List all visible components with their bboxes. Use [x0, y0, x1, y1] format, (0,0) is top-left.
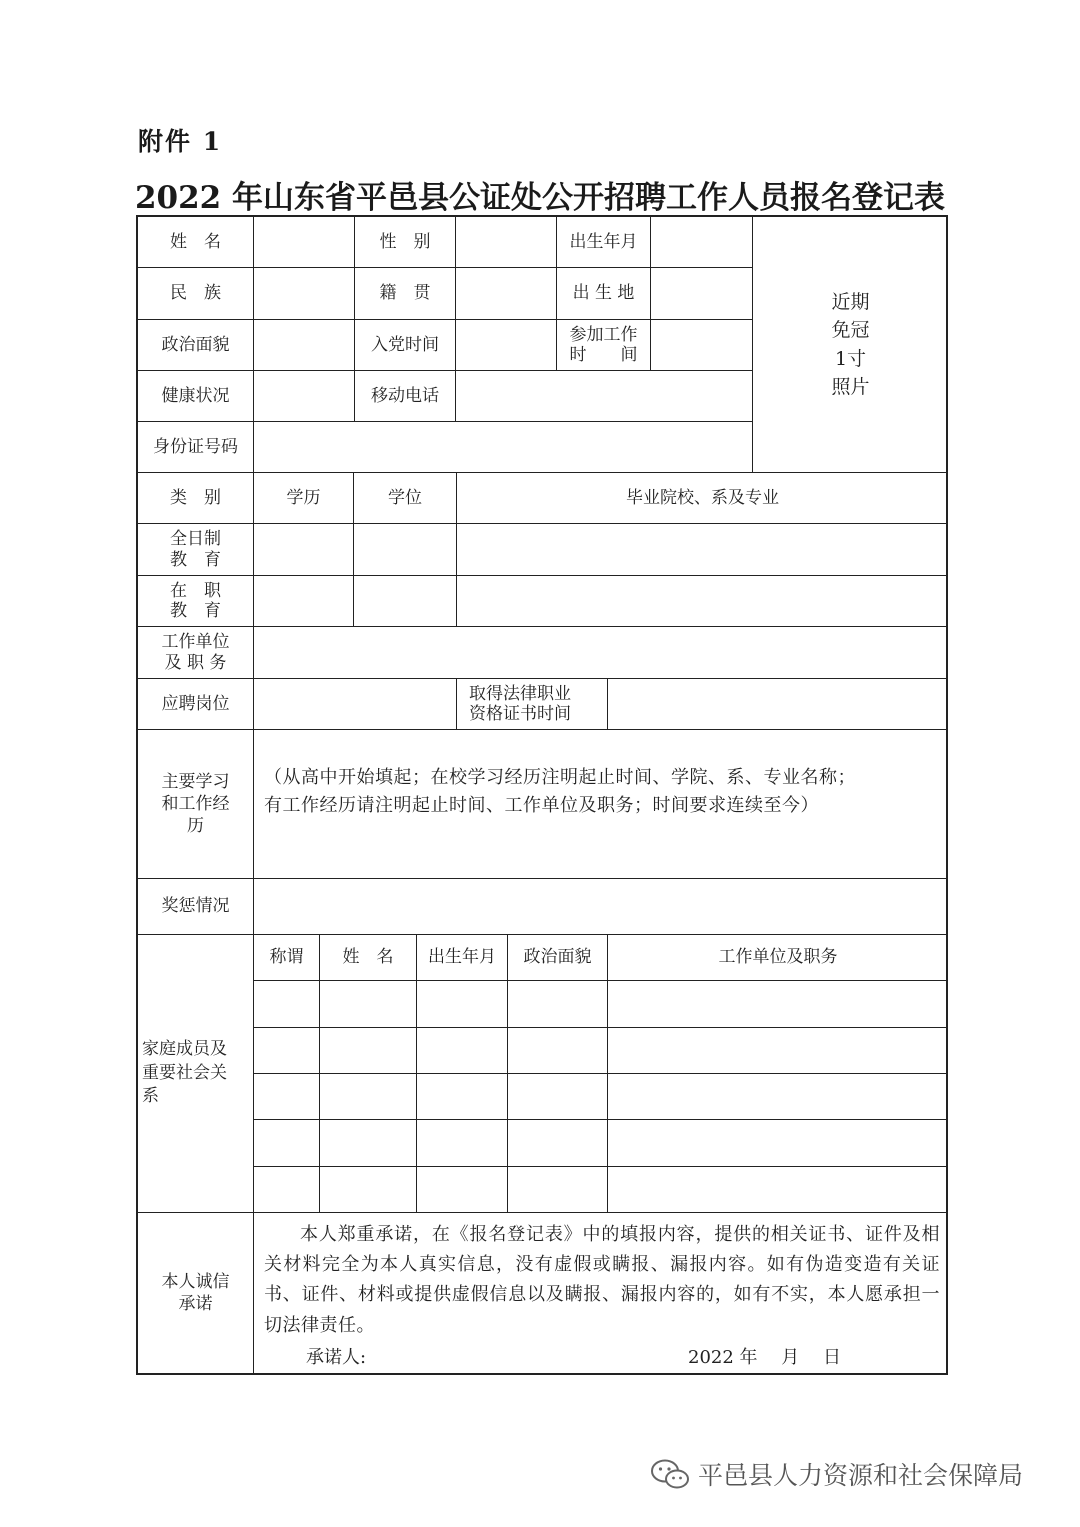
label-party-join-time: 入党时间	[355, 320, 456, 371]
family-cell[interactable]	[508, 1028, 608, 1074]
family-cell[interactable]	[417, 1120, 508, 1167]
field-mobile[interactable]	[456, 371, 753, 422]
resume-note-line1: （从高中开始填起；在校学习经历注明起止时间、学院、系、专业名称；	[264, 767, 856, 788]
field-fulltime-school[interactable]	[457, 524, 948, 576]
label-category: 类 别	[138, 473, 254, 524]
label-mobile: 移动电话	[355, 371, 456, 422]
label-pledge: 本人诚信 承诺	[138, 1213, 254, 1373]
family-cell[interactable]	[320, 1167, 417, 1213]
label-birth: 出生年月	[557, 217, 651, 268]
family-cell[interactable]	[508, 1074, 608, 1120]
page-title: 2022 年山东省平邑县公证处公开招聘工作人员报名登记表	[134, 180, 946, 216]
pledge-text: 本人郑重承诺，在《报名登记表》中的填报内容，提供的相关证书、证件及相关材料完全为本人真实信息，没有虚假或瞒报、漏报内容。如有伪造变造有关证书、证件、材料或提供虚假信息以及瞒报、漏报内容的，如有不实，本人愿承担一切法律责任。	[264, 1224, 940, 1336]
family-cell[interactable]	[608, 1167, 948, 1213]
family-header-name: 姓 名	[320, 935, 417, 981]
family-cell[interactable]	[254, 1167, 320, 1213]
field-birth[interactable]	[651, 217, 753, 268]
field-work-start-time[interactable]	[651, 320, 753, 371]
pledge-signer: 承诺人:	[306, 1347, 367, 1368]
family-cell[interactable]	[254, 1120, 320, 1167]
family-cell[interactable]	[508, 1167, 608, 1213]
registration-form	[136, 215, 948, 1375]
family-cell[interactable]	[320, 1120, 417, 1167]
field-law-cert-time[interactable]	[608, 679, 948, 730]
photo-placeholder[interactable]: 近期 免冠 1寸 照片	[753, 217, 948, 473]
label-native-place: 籍 贯	[355, 268, 456, 320]
field-inservice-school[interactable]	[457, 576, 948, 627]
family-cell[interactable]	[254, 1028, 320, 1074]
field-birthplace[interactable]	[651, 268, 753, 320]
field-gender[interactable]	[456, 217, 557, 268]
field-fulltime-degree-level[interactable]	[254, 524, 354, 576]
field-fulltime-degree[interactable]	[354, 524, 457, 576]
family-cell[interactable]	[608, 1028, 948, 1074]
label-id-number: 身份证号码	[138, 422, 254, 473]
watermark	[650, 1456, 1023, 1492]
family-cell[interactable]	[508, 1120, 608, 1167]
field-id-number[interactable]	[254, 422, 753, 473]
label-gender: 性 别	[355, 217, 456, 268]
family-cell[interactable]	[320, 981, 417, 1028]
family-cell[interactable]	[254, 981, 320, 1028]
label-rewards: 奖惩情况	[138, 879, 254, 935]
label-family: 家庭成员及 重要社会关 系	[138, 935, 254, 1213]
label-name: 姓 名	[138, 217, 254, 268]
family-header-birth: 出生年月	[417, 935, 508, 981]
label-birthplace: 出 生 地	[557, 268, 651, 320]
field-employer-position[interactable]	[254, 627, 948, 679]
field-name[interactable]	[254, 217, 355, 268]
label-applied-position: 应聘岗位	[138, 679, 254, 730]
family-header-political: 政治面貌	[508, 935, 608, 981]
family-header-employer: 工作单位及职务	[608, 935, 948, 981]
label-employer-position: 工作单位 及 职 务	[138, 627, 254, 679]
family-header-relation: 称谓	[254, 935, 320, 981]
family-cell[interactable]	[417, 1167, 508, 1213]
family-cell[interactable]	[417, 981, 508, 1028]
family-cell[interactable]	[417, 1074, 508, 1120]
field-applied-position[interactable]	[254, 679, 457, 730]
resume-note-line2: 有工作经历请注明起止时间、工作单位及职务；时间要求连续至今）	[264, 795, 819, 816]
field-ethnicity[interactable]	[254, 268, 355, 320]
field-rewards[interactable]	[254, 879, 948, 935]
field-inservice-degree[interactable]	[354, 576, 457, 627]
label-school: 毕业院校、系及专业	[457, 473, 948, 524]
family-cell[interactable]	[608, 1120, 948, 1167]
label-fulltime-education: 全日制 教 育	[138, 524, 254, 576]
family-cell[interactable]	[320, 1028, 417, 1074]
family-cell[interactable]	[254, 1074, 320, 1120]
label-inservice-education: 在 职 教 育	[138, 576, 254, 627]
field-health[interactable]	[254, 371, 355, 422]
pledge-date: 2022 年 月 日	[688, 1347, 841, 1368]
wechat-icon	[650, 1458, 690, 1490]
label-health: 健康状况	[138, 371, 254, 422]
attachment-label: 附件 1	[138, 127, 223, 156]
watermark-text: 平邑县人力资源和社会保障局	[698, 1461, 1024, 1490]
family-cell[interactable]	[608, 981, 948, 1028]
label-degree-level: 学历	[254, 473, 354, 524]
family-cell[interactable]	[417, 1028, 508, 1074]
field-inservice-degree-level[interactable]	[254, 576, 354, 627]
family-cell[interactable]	[320, 1074, 417, 1120]
label-resume: 主要学习 和工作经 历	[138, 730, 254, 879]
label-political-status: 政治面貌	[138, 320, 254, 371]
field-political-status[interactable]	[254, 320, 355, 371]
family-cell[interactable]	[608, 1074, 948, 1120]
label-degree: 学位	[354, 473, 457, 524]
label-law-cert-time: 取得法律职业 资格证书时间	[457, 679, 608, 730]
label-ethnicity: 民 族	[138, 268, 254, 320]
family-cell[interactable]	[508, 981, 608, 1028]
field-party-join-time[interactable]	[456, 320, 557, 371]
field-native-place[interactable]	[456, 268, 557, 320]
label-work-start-time: 参加工作 时 间	[557, 320, 651, 371]
